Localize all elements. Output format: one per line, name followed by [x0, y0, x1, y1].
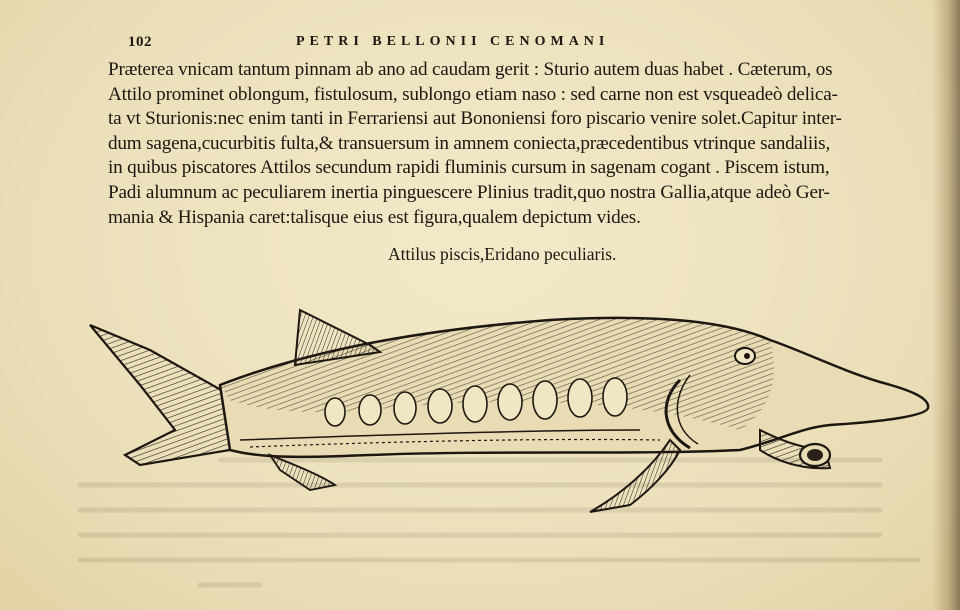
text-line: Attilo prominet oblongum, fistulosum, sublongo etiam naso : sed carne non est vsqueadeò delica- [108, 83, 838, 105]
text-line: dum sagena,cucurbitis fulta,& transuersum in amnem coniecta,præcedentibus vtrinque sandaliis, [108, 132, 831, 154]
text-line: in quibus piscatores Attilos secundum rapidi fluminis cursum in sagenam cogant . Piscem istum, [108, 157, 830, 179]
fish-body [90, 310, 928, 512]
text-line: ta vt Sturionis:nec enim tanti in Ferrariensi aut Bononiensi foro piscario venire solet.Capitur inter- [108, 108, 842, 130]
text-line: mania & Hispania caret:talisque eius est figura,qualem depictum vides. [108, 206, 641, 228]
text-line: Padi alumnum ac peculiarem inertia pinguescere Plinius tradit,quo nostra Gallia,atque adeò Ger- [108, 181, 830, 203]
running-head: PETRI BELLONII CENOMANI [296, 34, 610, 49]
body-paragraph [108, 58, 948, 230]
text-line: Præterea vnicam tantum pinnam ab ano ad caudam gerit : Sturio autem duas habet . Cæterum, os [108, 59, 833, 80]
figure-caption: Attilus piscis,Eridano peculiaris. [388, 244, 617, 264]
sturgeon-woodcut-illustration [80, 290, 940, 530]
page-number: 102 [128, 34, 152, 50]
page-header [128, 34, 768, 54]
